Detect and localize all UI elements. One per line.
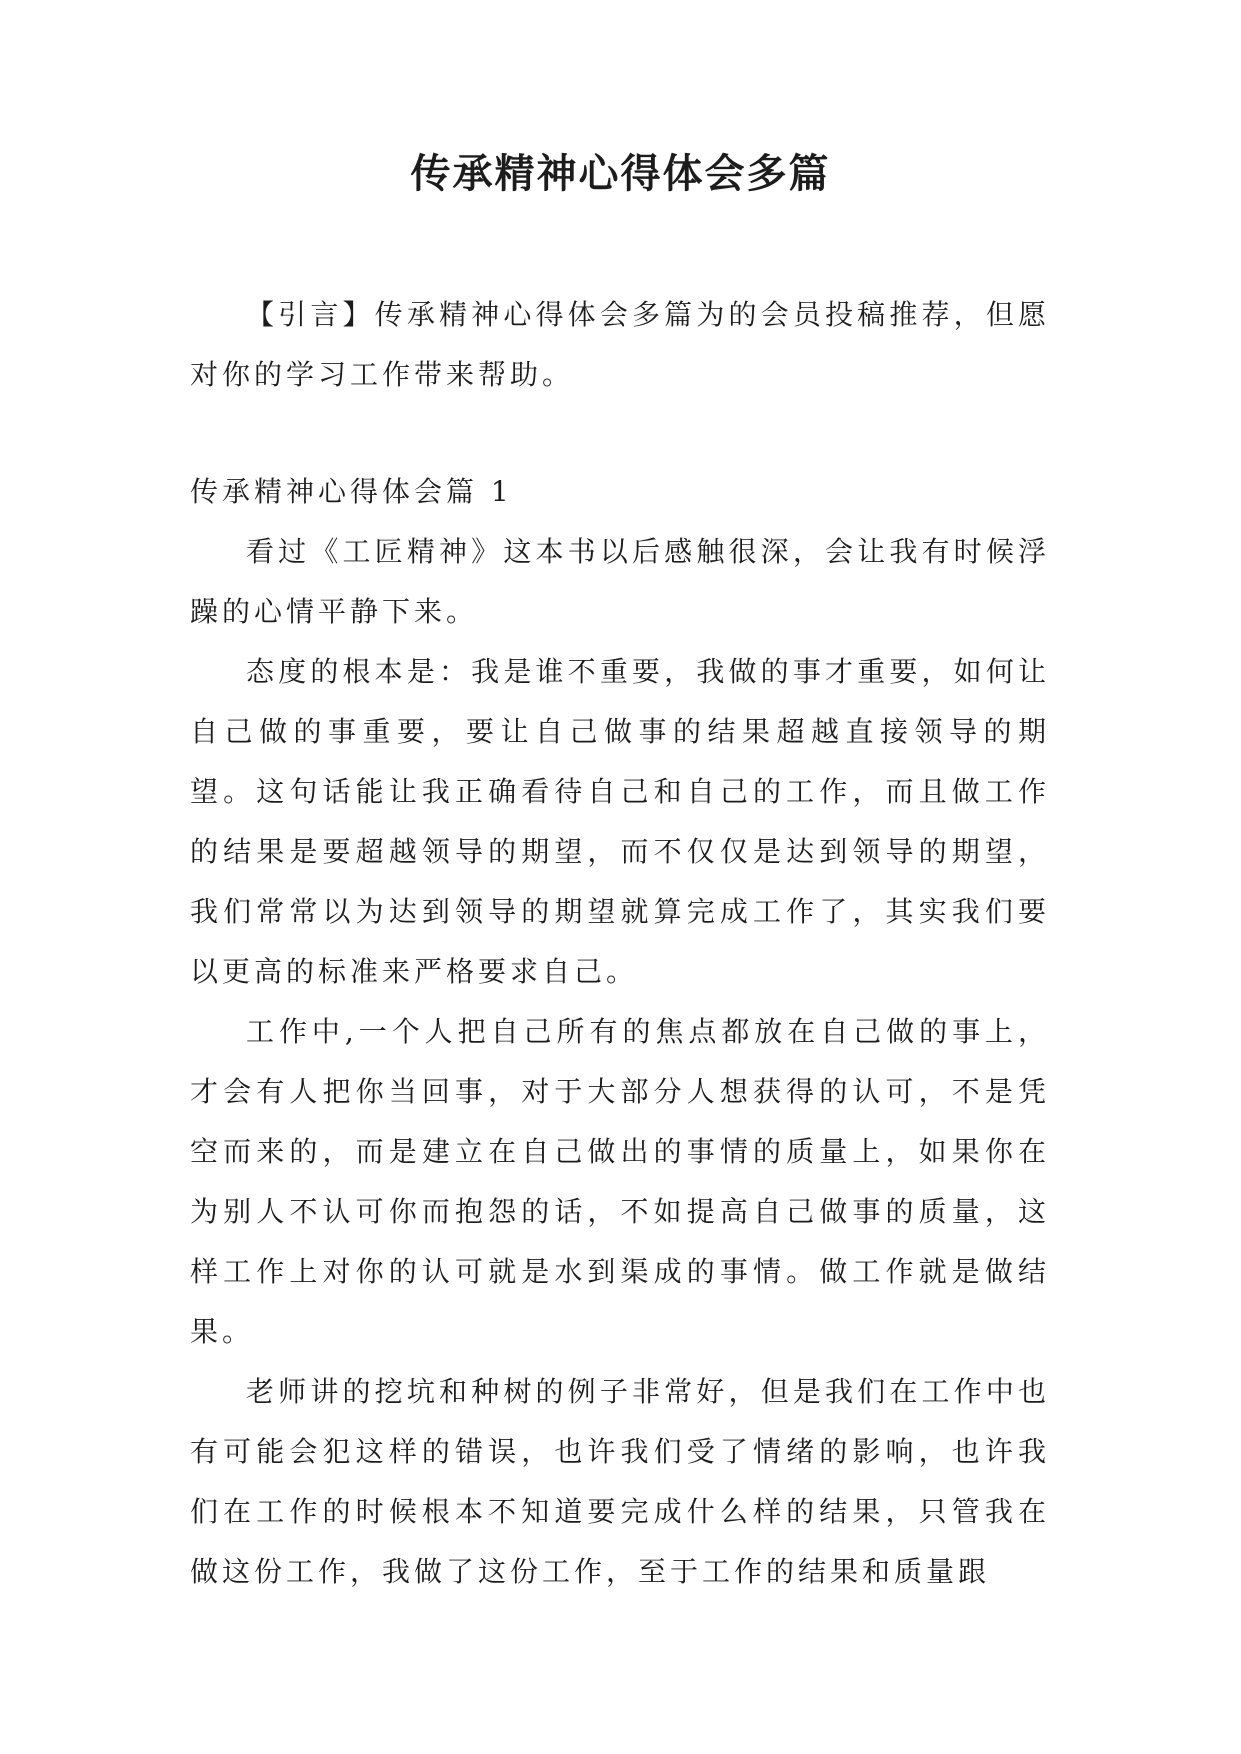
- body-paragraph-4: 老师讲的挖坑和种树的例子非常好，但是我们在工作中也有可能会犯这样的错误，也许我们受了情绪的影响，也许我们在工作的时候根本不知道要完成什么样的结果，只管我在做这份工作，我做了这份工作，至于工作的结果和质量跟: [190, 1375, 1050, 1588]
- document-title: 传承精神心得体会多篇: [410, 151, 831, 197]
- intro-paragraph: 【引言】传承精神心得体会多篇为的会员投稿推荐，但愿对你的学习工作带来帮助。: [190, 298, 1050, 391]
- article-body: [190, 522, 1050, 1602]
- section-heading: 传承精神心得体会篇 1: [190, 475, 513, 508]
- intro-block: [190, 285, 1050, 405]
- body-paragraph-2: 态度的根本是：我是谁不重要，我做的事才重要，如何让自己做的事重要，要让自己做事的结果超越直接领导的期望。这句话能让我正确看待自己和自己的工作，而且做工作的结果是要超越领导的期望，而不仅仅是达到领导的期望，我们常常以为达到领导的期望就算完成工作了，其实我们要以更高的标准来严格要求自己。: [190, 655, 1050, 988]
- body-paragraph-1: 看过《工匠精神》这本书以后感触很深，会让我有时候浮躁的心情平静下来。: [190, 535, 1050, 628]
- body-paragraph-3: 工作中,一个人把自己所有的焦点都放在自己做的事上，才会有人把你当回事，对于大部分人想获得的认可，不是凭空而来的，而是建立在自己做出的事情的质量上，如果你在为别人不认可你而抱怨的话，不如提高自己做事的质量，这样工作上对你的认可就是水到渠成的事情。做工作就是做结果。: [190, 1015, 1050, 1348]
